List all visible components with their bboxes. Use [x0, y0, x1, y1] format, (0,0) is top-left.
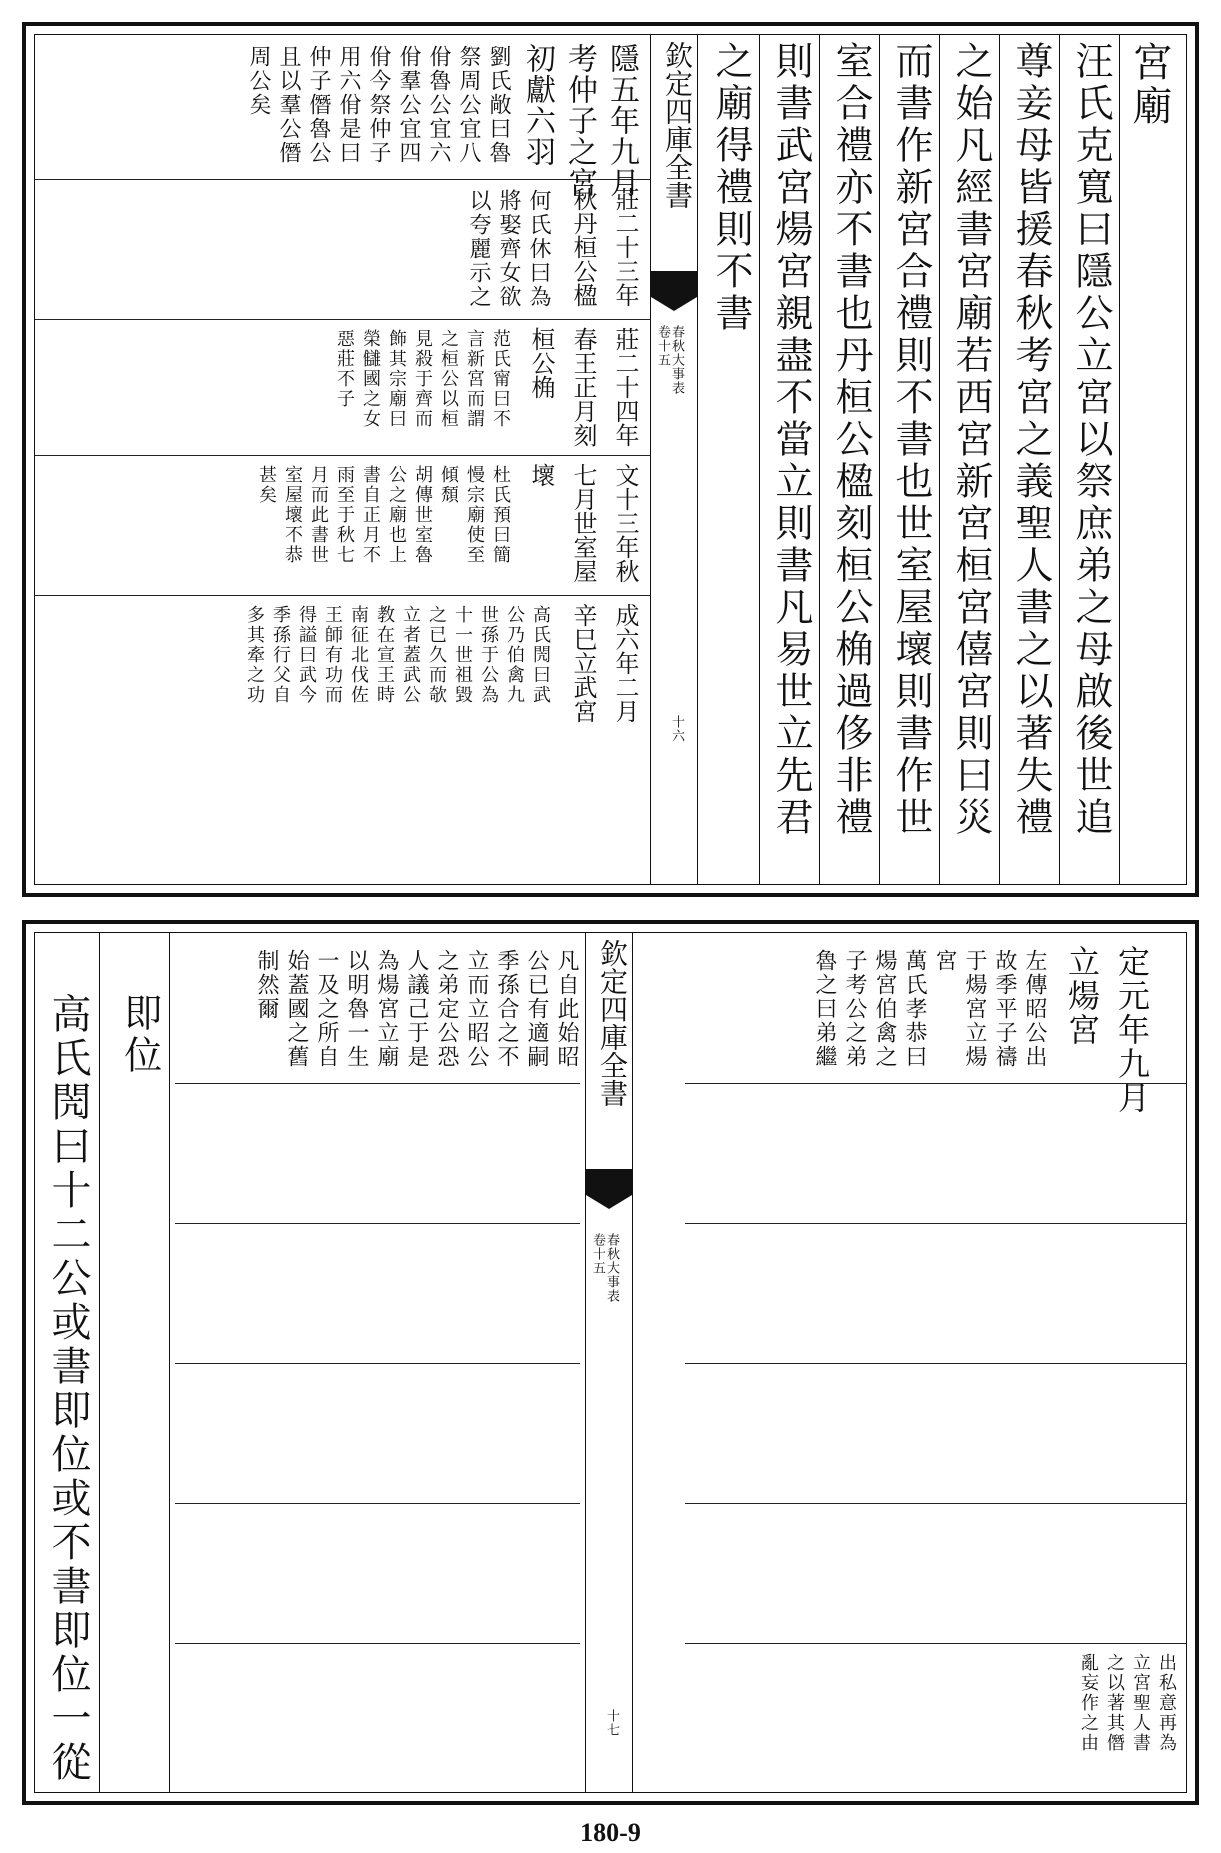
- entry-note: 以夸麗示之: [466, 189, 491, 309]
- entry-note: 王師有功而: [322, 605, 343, 705]
- entry-year: 定元年九月: [1113, 945, 1151, 1115]
- row-divider: [175, 1223, 580, 1224]
- entry-note: 胡傳世室魯: [412, 465, 433, 565]
- entry-note: 為煬宮立廟: [374, 949, 399, 1069]
- entry-subject: 秋丹桓公楹: [569, 187, 597, 307]
- entry-note: 凡自此始昭: [554, 949, 579, 1069]
- entry-subject: 春王正月刻: [569, 327, 597, 447]
- column-rule: [939, 35, 940, 884]
- entry-note: 甚矣: [256, 465, 277, 505]
- section-heading: 宮廟: [1126, 41, 1172, 129]
- entry-note: 煬宮伯禽之: [872, 949, 897, 1069]
- entry-note: 立而立昭公: [464, 949, 489, 1069]
- main-column-2: 尊妾母皆援春秋考宮之義聖人書之以著失禮: [1009, 41, 1053, 839]
- entry-year: 莊二十三年: [611, 187, 639, 307]
- entry-note: 公之廟也上: [386, 465, 407, 565]
- row-divider: [685, 1363, 1186, 1364]
- entry-note: 劉氏敞曰魯: [486, 45, 511, 165]
- entry-note: 杜氏預曰簡: [490, 465, 511, 565]
- spine-book-title: 春秋大事表: [604, 1233, 619, 1303]
- column-rule: [1059, 35, 1060, 884]
- entry-note: 人議己于是: [404, 949, 429, 1069]
- row-divider: [685, 1643, 1186, 1644]
- entry-year: 成六年二月: [611, 603, 639, 723]
- entry-note: 佾今祭仲子: [366, 45, 391, 165]
- entry-note: 仲子僭魯公: [306, 45, 331, 165]
- row-divider: [35, 319, 650, 320]
- entry-note: 雨至于秋七: [334, 465, 355, 565]
- main-column-3: 之始凡經書宮廟若西宮新宮桓宮僖宮則曰災: [949, 41, 993, 839]
- entry-note: 公乃伯禽九: [504, 605, 525, 705]
- entry-note: 祭周公宜八: [456, 45, 481, 165]
- entry-note: 一及之所自: [314, 949, 339, 1069]
- page-number: 180-9: [580, 1818, 641, 1847]
- entry-note: 飾其宗廟曰: [386, 329, 407, 429]
- spine-title: 欽定四庫全書: [661, 41, 694, 209]
- row-divider: [685, 1223, 1186, 1224]
- main-column-7: 之廟得禮則不書: [709, 41, 753, 335]
- main-column-6: 則書武宮煬宮親盡不當立則書凡易世立先君: [769, 41, 813, 839]
- entry-note: 言新宮而謂: [464, 329, 485, 429]
- entry-note: 出私意再為: [1156, 1653, 1177, 1753]
- column-rule: [169, 933, 170, 1792]
- row-divider: [685, 1083, 1186, 1084]
- row-divider: [685, 1503, 1186, 1504]
- entry-note: 十一世祖毀: [452, 605, 473, 705]
- entry-subject: 考仲子之宮: [562, 43, 597, 198]
- spine-title: 欽定四庫全書: [596, 939, 629, 1107]
- row-divider: [175, 1363, 580, 1364]
- entry-note: 故季平子禱: [992, 949, 1017, 1069]
- spine-book-title: 春秋大事表: [669, 325, 684, 395]
- page-spine: [650, 35, 698, 884]
- entry-note: 之已久而欹: [426, 605, 447, 705]
- entry-note: 多其牽之功: [244, 605, 265, 705]
- entry-note: 書自正月不: [360, 465, 381, 565]
- entry-note: 且以羣公僭: [276, 45, 301, 165]
- fishtail-mark: [586, 1169, 632, 1195]
- entry-note: 宮: [932, 949, 957, 973]
- entry-year: 莊二十四年: [611, 327, 639, 447]
- entry-note: 以明魯一生: [344, 949, 369, 1069]
- entry-note: 之以著其僭: [1104, 1653, 1125, 1753]
- entry-note: 子考公之弟: [842, 949, 867, 1069]
- page-spine: [585, 933, 633, 1792]
- column-rule: [759, 35, 760, 884]
- entry-note: 世孫于公為: [478, 605, 499, 705]
- entry-note: 季孫合之不: [494, 949, 519, 1069]
- main-column-4: 而書作新宮合禮則不書也世室屋壞則書作世: [889, 41, 933, 839]
- bottom-page: [22, 920, 1199, 1805]
- entry-note: 于煬宮立煬: [962, 949, 987, 1069]
- entry-note: 范氏甯曰不: [490, 329, 511, 429]
- entry-note: 將娶齊女欲: [496, 189, 521, 309]
- column-rule: [999, 35, 1000, 884]
- entry-note: 佾魯公宜六: [426, 45, 451, 165]
- entry-subject-2: 初獻六羽: [520, 43, 555, 167]
- row-divider: [35, 595, 650, 596]
- entry-note: 何氏休曰為: [526, 189, 551, 309]
- entry-year: 隱五年九月: [604, 43, 639, 198]
- entry-subject: 七月世室屋: [569, 463, 597, 583]
- column-rule: [879, 35, 880, 884]
- entry-note: 高氏閌曰武: [530, 605, 551, 705]
- entry-note: 月而此書世: [308, 465, 329, 565]
- entry-note: 傾頹: [438, 465, 459, 505]
- entry-year: 文十三年秋: [611, 463, 639, 583]
- entry-subject: 立煬宮: [1063, 945, 1101, 1047]
- entry-note: 之弟定公恐: [434, 949, 459, 1069]
- column-rule: [1119, 35, 1120, 884]
- fishtail-mark: [651, 271, 697, 297]
- entry-note: 之桓公以桓: [438, 329, 459, 429]
- entry-note: 惡莊不子: [334, 329, 355, 409]
- entry-subject: 辛巳立武宮: [569, 603, 597, 723]
- entry-note: 萬氏孝恭曰: [902, 949, 927, 1069]
- entry-note: 左傳昭公出: [1022, 949, 1047, 1069]
- row-divider: [175, 1503, 580, 1504]
- entry-note: 魯之曰弟繼: [812, 949, 837, 1069]
- spine-leaf-number: 十六: [669, 715, 684, 743]
- entry-subject-2: 壞: [527, 463, 555, 487]
- entry-note: 始蓋國之舊: [284, 949, 309, 1069]
- row-divider: [35, 179, 650, 180]
- top-page: [22, 22, 1199, 897]
- entry-note: 立宮聖人書: [1130, 1653, 1151, 1753]
- entry-subject-2: 桓公桷: [527, 327, 555, 399]
- entry-note: 制然爾: [254, 949, 279, 1021]
- entry-note: 榮讎國之女: [360, 329, 381, 429]
- entry-note: 南征北伐佐: [348, 605, 369, 705]
- row-divider: [175, 1083, 580, 1084]
- main-column-1: 汪氏克寬曰隱公立宮以祭庶弟之母啟後世追: [1069, 41, 1113, 839]
- top-page-frame: [34, 34, 1187, 885]
- entry-note: 佾羣公宜四: [396, 45, 421, 165]
- column-rule: [819, 35, 820, 884]
- row-divider: [35, 455, 650, 456]
- spine-leaf-number: 十七: [604, 1709, 619, 1737]
- entry-note: 周公矣: [246, 45, 271, 117]
- entry-note: 慢宗廟使至: [464, 465, 485, 565]
- entry-note: 季孫行父自: [270, 605, 291, 705]
- entry-note: 見殺于齊而: [412, 329, 433, 429]
- spine-volume: 卷十五: [655, 325, 670, 367]
- main-column-1: 高氏閌曰十二公或書即位或不書即位一從: [45, 993, 91, 1785]
- entry-note: 教在宣王時: [374, 605, 395, 705]
- row-divider: [175, 1643, 580, 1644]
- entry-note: 公已有適嗣: [524, 949, 549, 1069]
- entry-note: 亂妄作之由: [1078, 1653, 1099, 1753]
- entry-note: 得謚曰武今: [296, 605, 317, 705]
- column-rule: [99, 933, 100, 1792]
- spine-volume: 卷十五: [590, 1233, 605, 1275]
- entry-note: 室屋壞不恭: [282, 465, 303, 565]
- entry-note: 立者蓋武公: [400, 605, 421, 705]
- bottom-page-frame: [34, 932, 1187, 1793]
- entry-note: 用六佾是曰: [336, 45, 361, 165]
- section-heading: 即位: [117, 993, 162, 1077]
- main-column-5: 室合禮亦不書也丹桓公楹刻桓公桷過侈非禮: [829, 41, 873, 839]
